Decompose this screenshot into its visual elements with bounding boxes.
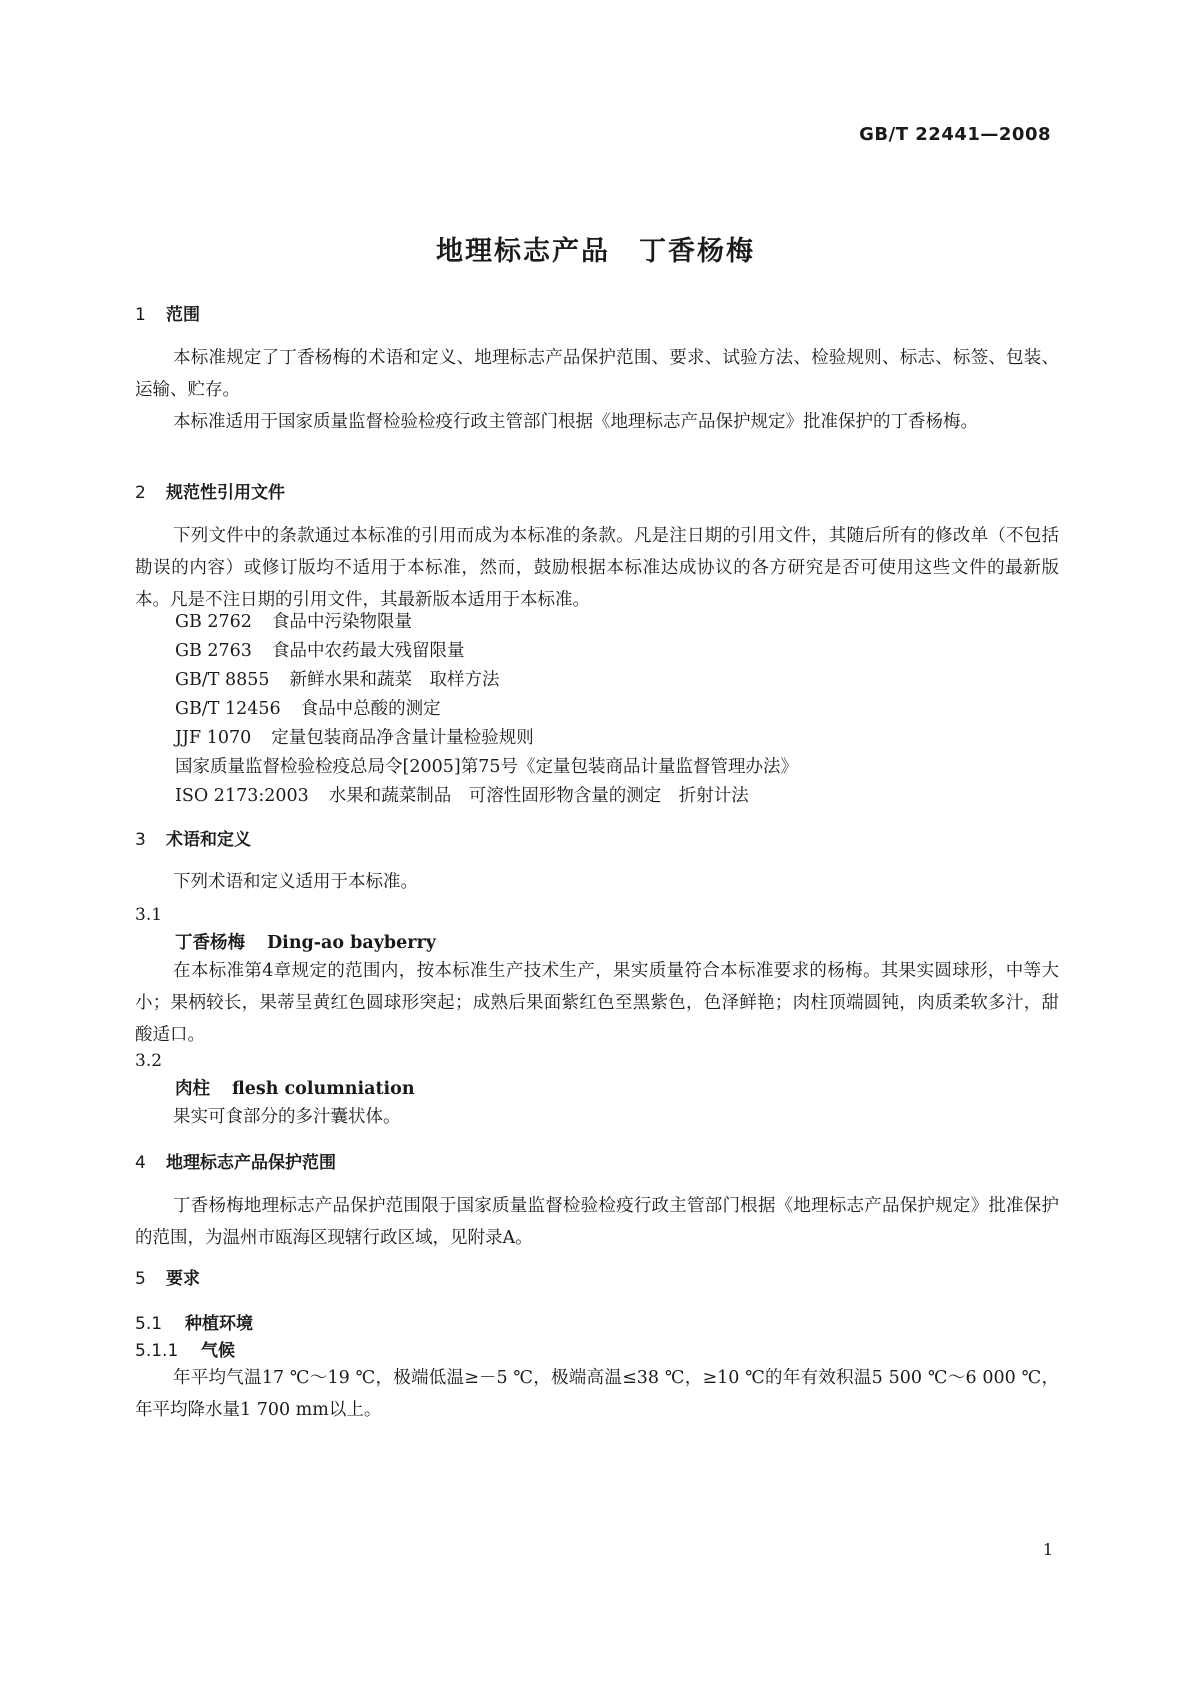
section-5-1-1-heading: 5.1.1 气候	[135, 1341, 235, 1361]
section-1-heading: 1 范围	[135, 305, 200, 325]
ref-item: ISO 2173:2003 水果和蔬菜制品 可溶性固形物含量的测定 折射计法	[175, 786, 749, 806]
section-2-heading: 2 规范性引用文件	[135, 483, 285, 503]
term-title: 丁香杨梅 Ding-ao bayberry	[175, 933, 436, 953]
section-5-1-1-para-1: 年平均气温17 ℃～19 ℃，极端低温≥－5 ℃，极端高温≤38 ℃，≥10 ℃的年有效积温5 500 ℃～6 000 ℃，年平均降水量1 700 mm以上。	[135, 1368, 1059, 1420]
section-1-para-2: 本标准适用于国家质量监督检验检疫行政主管部门根据《地理标志产品保护规定》批准保护的丁香杨梅。	[173, 412, 978, 432]
section-4-para-1: 丁香杨梅地理标志产品保护范围限于国家质量监督检验检疫行政主管部门根据《地理标志产品保护规定》批准保护的范围，为温州市瓯海区现辖行政区域，见附录A。	[135, 1196, 1059, 1248]
section-2-para-1: 下列文件中的条款通过本标准的引用而成为本标准的条款。凡是注日期的引用文件，其随后所有的修改单（不包括勘误的内容）或修订版均不适用于本标准，然而，鼓励根据本标准达成协议的各方研究是否可使用这些文件的最新版本。凡是不注日期的引用文件，其最新版本适用于本标准。	[135, 526, 1059, 610]
section-5-heading: 5 要求	[135, 1269, 200, 1289]
section-1-para-1: 本标准规定了丁香杨梅的术语和定义、地理标志产品保护范围、要求、试验方法、检验规则、标志、标签、包装、运输、贮存。	[135, 348, 1059, 400]
term-definition: 在本标准第4章规定的范围内，按本标准生产技术生产，果实质量符合本标准要求的杨梅。其果实圆球形，中等大小；果柄较长，果蒂呈黄红色圆球形突起；成熟后果面紫红色至黑紫色，色泽鲜艳；肉柱顶端圆钝，肉质柔软多汁，甜酸适口。	[135, 961, 1059, 1045]
term-definition: 果实可食部分的多汁囊状体。	[173, 1107, 401, 1127]
term-number: 3.1	[135, 905, 163, 925]
term-number: 3.2	[135, 1051, 163, 1071]
section-3-heading: 3 术语和定义	[135, 830, 251, 850]
section-4-heading: 4 地理标志产品保护范围	[135, 1153, 336, 1173]
ref-item: 国家质量监督检验检疫总局令[2005]第75号《定量包装商品计量监督管理办法》	[175, 757, 798, 777]
ref-item: GB/T 12456 食品中总酸的测定	[175, 699, 441, 719]
ref-item: GB 2763 食品中农药最大残留限量	[175, 641, 465, 661]
term-title: 肉柱 flesh columniation	[175, 1079, 415, 1099]
ref-item: GB 2762 食品中污染物限量	[175, 612, 412, 632]
page-number: 1	[1042, 1540, 1053, 1559]
standard-code: GB/T 22441—2008	[859, 124, 1051, 145]
ref-item: JJF 1070 定量包装商品净含量计量检验规则	[175, 728, 534, 748]
section-5-1-heading: 5.1 种植环境	[135, 1314, 253, 1334]
document-title: 地理标志产品 丁香杨梅	[436, 236, 755, 267]
ref-item: GB/T 8855 新鲜水果和蔬菜 取样方法	[175, 670, 500, 690]
section-3-para-1: 下列术语和定义适用于本标准。	[173, 872, 418, 892]
